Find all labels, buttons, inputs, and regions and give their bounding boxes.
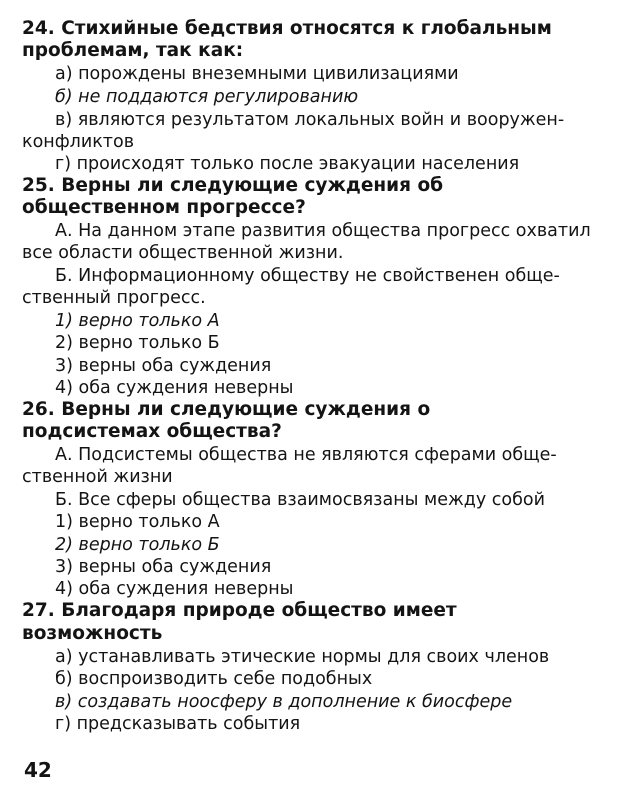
question-25-statement-a: А. На данном этапе развития общества прогресс охватил — [55, 221, 591, 241]
question-24-option-d: г) происходят только после эвакуации населения — [55, 154, 520, 174]
question-26-statement-a: А. Подсистемы общества не являются сферами обще- — [55, 445, 557, 465]
question-24-option-a: а) порождены внеземными цивилизациями — [55, 64, 459, 84]
question-26-option-2: 2) верно только Б — [55, 535, 220, 555]
question-25-option-4: 4) оба суждения неверны — [55, 378, 294, 398]
question-24-option-b: б) не поддаются регулированию — [55, 87, 359, 107]
question-25-statement-a-cont: все области общественной жизни. — [22, 243, 344, 263]
question-25-statement-b-cont: ственный прогресс. — [22, 288, 206, 308]
question-24-option-c-cont: конфликтов — [22, 132, 135, 152]
question-25-heading-line-2: общественном прогрессе? — [22, 197, 306, 218]
question-27-heading-line-1: 27. Благодаря природе общество имеет — [22, 600, 457, 621]
question-27-option-d: г) предсказывать события — [55, 714, 301, 734]
question-27-heading-line-2: возможность — [22, 623, 163, 644]
question-25-option-1: 1) верно только А — [55, 311, 220, 331]
question-26-heading-line-2: подсистемах общества? — [22, 421, 282, 442]
question-27-option-a: а) устанавливать этические нормы для своих членов — [55, 647, 550, 667]
question-24-heading-line-2: проблемам, так как: — [22, 40, 244, 61]
page-number: 42 — [24, 758, 52, 782]
question-27-option-b: б) воспроизводить себе подобных — [55, 669, 373, 689]
question-26-statement-a-cont: ственной жизни — [22, 467, 173, 487]
question-24-option-c: в) являются результатом локальных войн и вооружен- — [55, 110, 565, 130]
question-27-option-c: в) создавать ноосферу в дополнение к биосфере — [55, 692, 513, 712]
question-26-option-4: 4) оба суждения неверны — [55, 579, 294, 599]
question-25-option-3: 3) верны оба суждения — [55, 356, 272, 376]
question-25-option-2: 2) верно только Б — [55, 333, 220, 353]
question-25-statement-b: Б. Информационному обществу не свойственен обще- — [55, 266, 560, 286]
question-26-heading-line-1: 26. Верны ли следующие суждения о — [22, 399, 431, 420]
question-26-option-1: 1) верно только А — [55, 512, 220, 532]
question-26-statement-b: Б. Все сферы общества взаимосвязаны между собой — [55, 490, 545, 510]
question-24-heading-line-1: 24. Стихийные бедствия относятся к глобальным — [22, 18, 552, 39]
question-25-heading-line-1: 25. Верны ли следующие суждения об — [22, 175, 444, 196]
question-26-option-3: 3) верны оба суждения — [55, 557, 272, 577]
